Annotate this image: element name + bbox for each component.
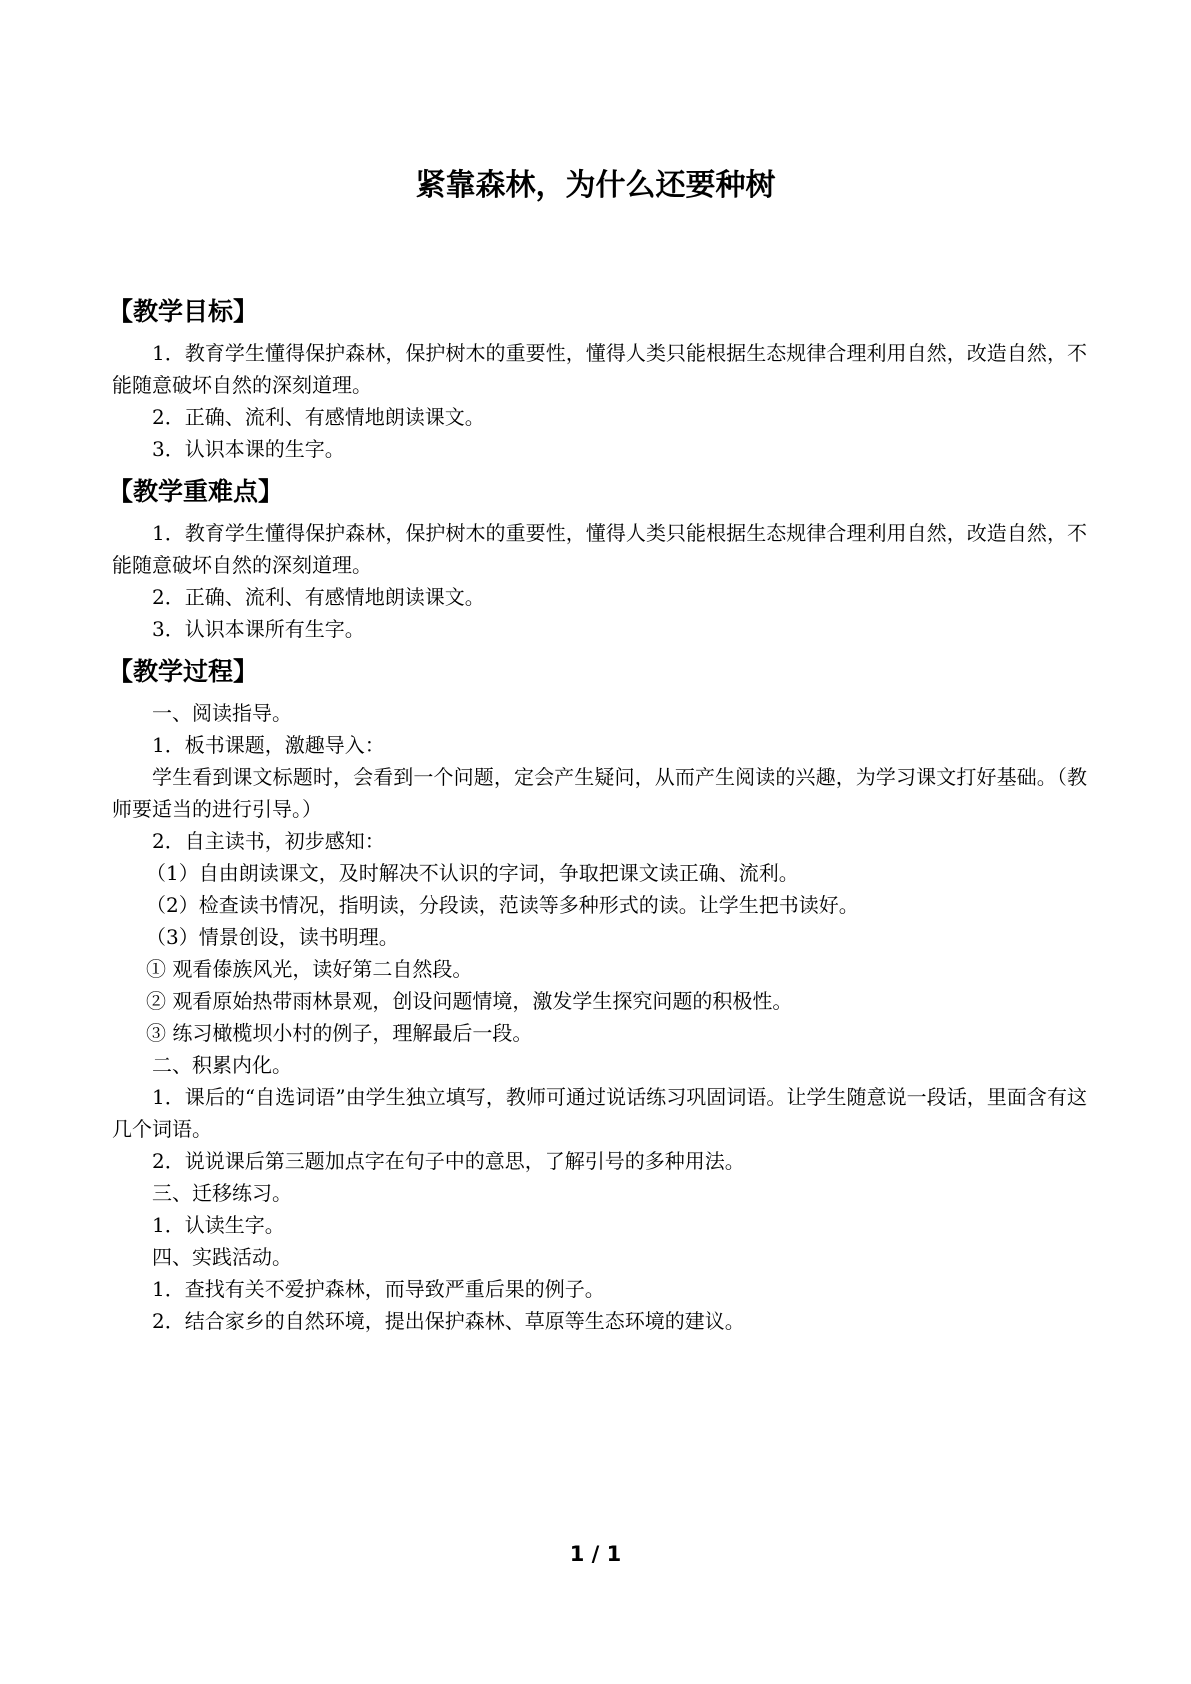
paragraph: 四、实践活动。 <box>152 1245 292 1269</box>
paragraph: 1．认读生字。 <box>152 1213 285 1237</box>
paragraph: 2．正确、流利、有感情地朗读课文。 <box>152 405 485 429</box>
paragraph: 1．课后的“自选词语”由学生独立填写，教师可通过说话练习巩固词语。让学生随意说一段话，里面含有这几个词语。 <box>112 1085 1087 1141</box>
paragraph: ② 观看原始热带雨林景观，创设问题情境，激发学生探究问题的积极性。 <box>146 989 793 1013</box>
paragraph: 1．板书课题，激趣导入： <box>152 733 385 757</box>
section-teaching-objectives <box>108 295 1087 465</box>
section-heading: 【教学过程】 <box>108 657 259 686</box>
paragraph: （1）自由朗读课文，及时解决不认识的字词，争取把课文读正确、流利。 <box>146 861 799 885</box>
paragraph: 2．说说课后第三题加点字在句子中的意思，了解引号的多种用法。 <box>152 1149 745 1173</box>
paragraph: 三、迁移练习。 <box>152 1181 292 1205</box>
paragraph: 学生看到课文标题时，会看到一个问题，定会产生疑问，从而产生阅读的兴趣，为学习课文打好基础。（教师要适当的进行引导。） <box>112 765 1087 821</box>
paragraph: 1．教育学生懂得保护森林，保护树木的重要性，懂得人类只能根据生态规律合理利用自然，改造自然，不能随意破坏自然的深刻道理。 <box>112 341 1087 397</box>
paragraph: ① 观看傣族风光，读好第二自然段。 <box>146 957 473 981</box>
paragraph: 2．结合家乡的自然环境，提出保护森林、草原等生态环境的建议。 <box>152 1309 745 1333</box>
document-body <box>108 295 1087 1347</box>
paragraph: 1．教育学生懂得保护森林，保护树木的重要性，懂得人类只能根据生态规律合理利用自然，改造自然，不能随意破坏自然的深刻道理。 <box>112 521 1087 577</box>
section-key-difficulties <box>108 475 1087 645</box>
paragraph: ③ 练习橄榄坝小村的例子，理解最后一段。 <box>146 1021 533 1045</box>
document-title: 紧靠森林，为什么还要种树 <box>415 168 776 203</box>
paragraph: 3．认识本课所有生字。 <box>152 617 365 641</box>
paragraph: 二、积累内化。 <box>152 1053 292 1077</box>
page-number: 1 / 1 <box>569 1542 622 1566</box>
paragraph: 一、阅读指导。 <box>152 701 292 725</box>
paragraph: 2．自主读书，初步感知： <box>152 829 385 853</box>
paragraph: 3．认识本课的生字。 <box>152 437 345 461</box>
section-heading: 【教学重难点】 <box>108 477 284 506</box>
paragraph: 1．查找有关不爱护森林，而导致严重后果的例子。 <box>152 1277 605 1301</box>
section-heading: 【教学目标】 <box>108 297 259 326</box>
paragraph: （2）检查读书情况，指明读，分段读，范读等多种形式的读。让学生把书读好。 <box>146 893 859 917</box>
paragraph: 2．正确、流利、有感情地朗读课文。 <box>152 585 485 609</box>
section-teaching-process <box>108 655 1087 1337</box>
paragraph: （3）情景创设，读书明理。 <box>146 925 399 949</box>
